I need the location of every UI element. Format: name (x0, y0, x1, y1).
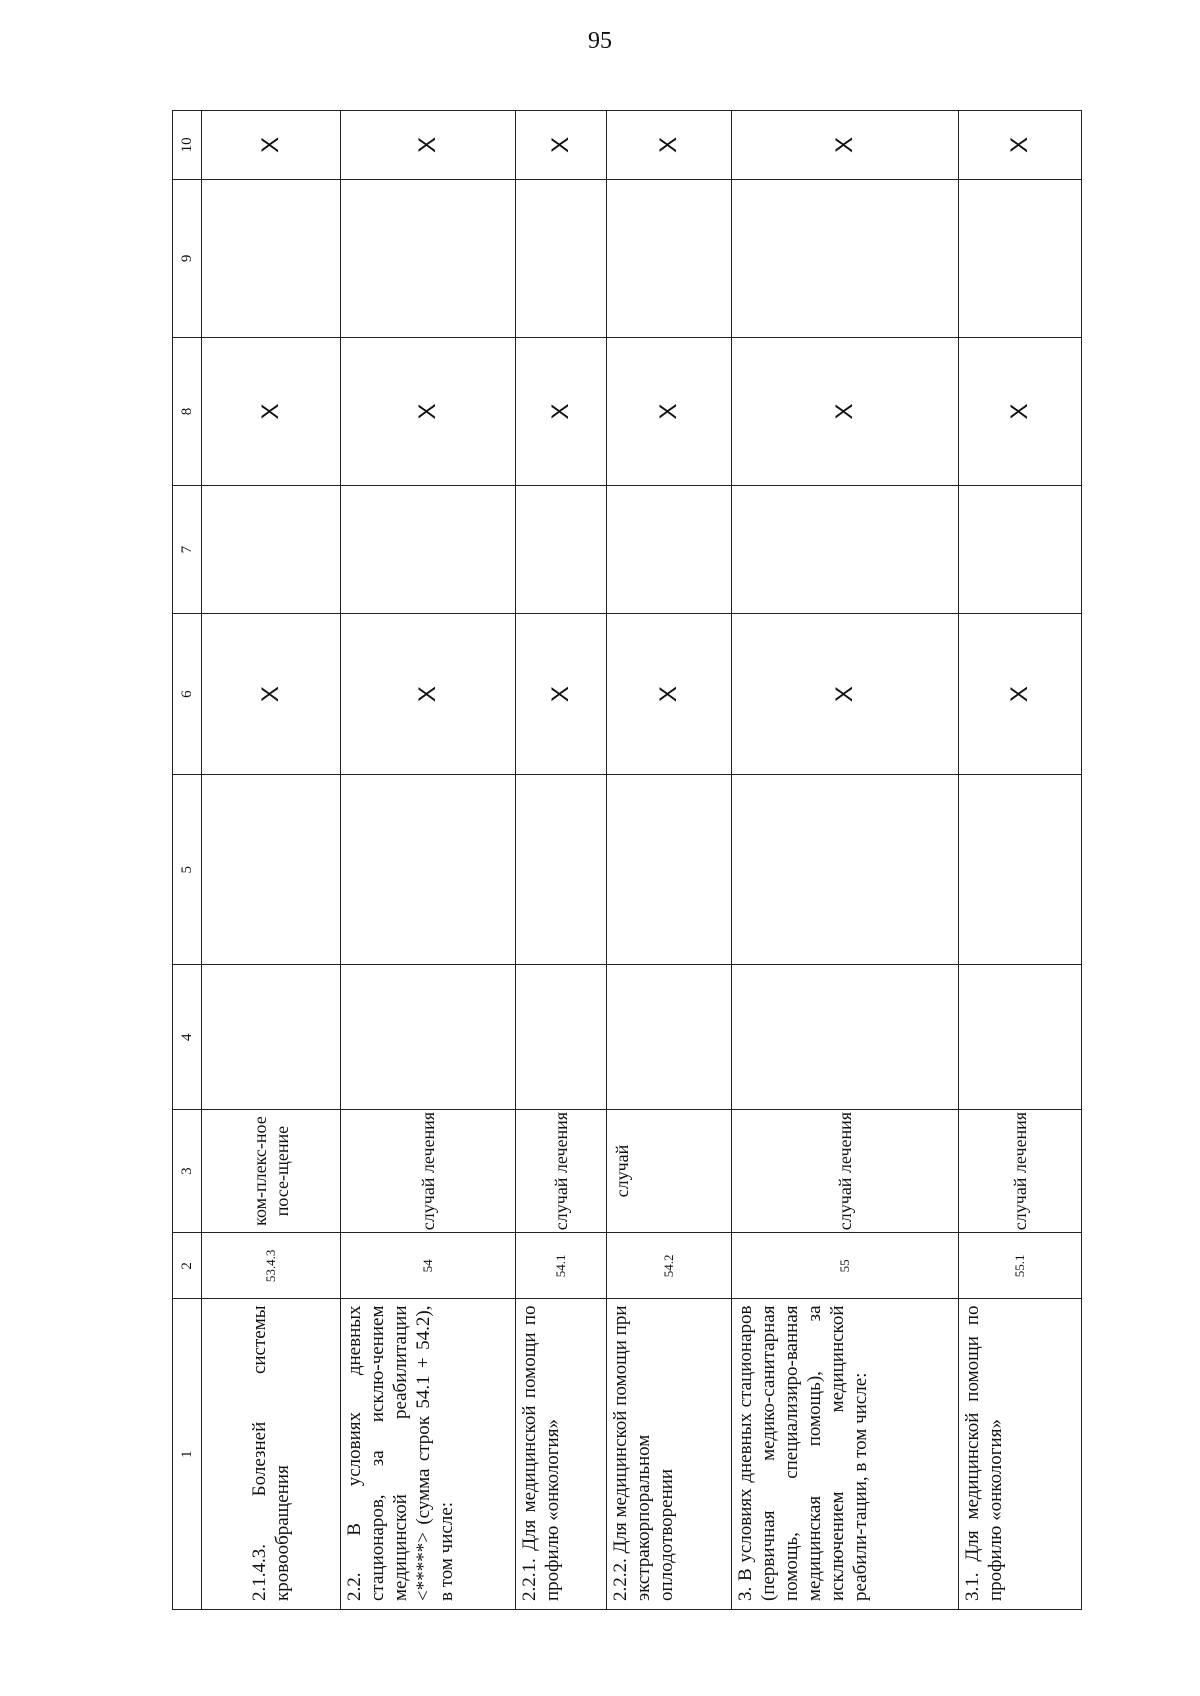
row-code: 54.2 (607, 1233, 732, 1299)
col-header-8: 8 (173, 338, 202, 486)
cell-col8: Х (202, 338, 341, 486)
table-row (959, 111, 1082, 1610)
row-code: 55 (732, 1233, 959, 1299)
row-code: 54.1 (516, 1233, 607, 1299)
cell-col5 (202, 774, 341, 965)
cell-col6: Х (732, 614, 959, 775)
table-row (341, 111, 516, 1610)
row-name: 3. В условиях дневных стационаров (первичная медико-санитарная помощь, специализиро-ванная медицинская помощь), за исключением медицинской реабили-тации, в том числе: (732, 1299, 959, 1610)
cell-col6: Х (341, 614, 516, 775)
table-container (172, 110, 1072, 1610)
col-header-10: 10 (173, 111, 202, 180)
cell-col4 (341, 965, 516, 1110)
cell-col8: Х (341, 338, 516, 486)
cell-col10: Х (959, 111, 1082, 180)
col-header-6: 6 (173, 614, 202, 775)
cell-col4 (516, 965, 607, 1110)
row-unit: случай лечения (341, 1110, 516, 1233)
cell-col7 (959, 485, 1082, 613)
cell-col4 (732, 965, 959, 1110)
cell-col6: Х (959, 614, 1082, 775)
cell-col8: Х (959, 338, 1082, 486)
cell-col9 (516, 179, 607, 337)
cell-col9 (202, 179, 341, 337)
col-header-5: 5 (173, 774, 202, 965)
col-header-9: 9 (173, 179, 202, 337)
row-unit: случай лечения (732, 1110, 959, 1233)
header-row (173, 111, 202, 1610)
cell-col8: Х (607, 338, 732, 486)
row-unit: случай лечения (516, 1110, 607, 1233)
cell-col5 (516, 774, 607, 965)
cell-col7 (341, 485, 516, 613)
row-code: 55.1 (959, 1233, 1082, 1299)
row-name: 2.2.1. Для медицинской помощи по профилю «онкология» (516, 1299, 607, 1610)
cell-col9 (732, 179, 959, 337)
row-unit: случай (607, 1110, 732, 1233)
cell-col6: Х (202, 614, 341, 775)
cell-col5 (341, 774, 516, 965)
cell-col10: Х (516, 111, 607, 180)
col-header-3: 3 (173, 1110, 202, 1233)
cell-col9 (959, 179, 1082, 337)
cell-col8: Х (516, 338, 607, 486)
row-code: 53.4.3 (202, 1233, 341, 1299)
cell-col7 (607, 485, 732, 613)
data-table (172, 110, 1082, 1610)
cell-col6: Х (516, 614, 607, 775)
cell-col4 (959, 965, 1082, 1110)
cell-col5 (607, 774, 732, 965)
table-row (516, 111, 607, 1610)
row-name: 3.1. Для медицинской помощи по профилю «онкология» (959, 1299, 1082, 1610)
table-row (732, 111, 959, 1610)
cell-col10: Х (732, 111, 959, 180)
row-name: 2.2.2. Для медицинской помощи при экстракорпоральном оплодотворении (607, 1299, 732, 1610)
cell-col9 (341, 179, 516, 337)
cell-col5 (959, 774, 1082, 965)
col-header-1: 1 (173, 1299, 202, 1610)
cell-col7 (516, 485, 607, 613)
table-row (607, 111, 732, 1610)
cell-col4 (202, 965, 341, 1110)
cell-col5 (732, 774, 959, 965)
row-name: 2.1.4.3. Болезней системы кровообращения (202, 1299, 341, 1610)
cell-col10: Х (341, 111, 516, 180)
row-unit: ком-плекс-ное посе-щение (202, 1110, 341, 1233)
row-unit: случай лечения (959, 1110, 1082, 1233)
cell-col9 (607, 179, 732, 337)
col-header-4: 4 (173, 965, 202, 1110)
rotated-table-frame (172, 110, 1072, 1610)
col-header-2: 2 (173, 1233, 202, 1299)
row-code: 54 (341, 1233, 516, 1299)
table-row (202, 111, 341, 1610)
cell-col7 (202, 485, 341, 613)
cell-col10: Х (607, 111, 732, 180)
cell-col8: Х (732, 338, 959, 486)
col-header-7: 7 (173, 485, 202, 613)
page-number: 95 (588, 28, 612, 54)
cell-col7 (732, 485, 959, 613)
cell-col4 (607, 965, 732, 1110)
cell-col6: Х (607, 614, 732, 775)
cell-col10: Х (202, 111, 341, 180)
row-name: 2.2. В условиях дневных стационаров, за исклю-чением медицинской реабилитации <*****> (сумма строк 54.1 + 54.2), в том числе: (341, 1299, 516, 1610)
